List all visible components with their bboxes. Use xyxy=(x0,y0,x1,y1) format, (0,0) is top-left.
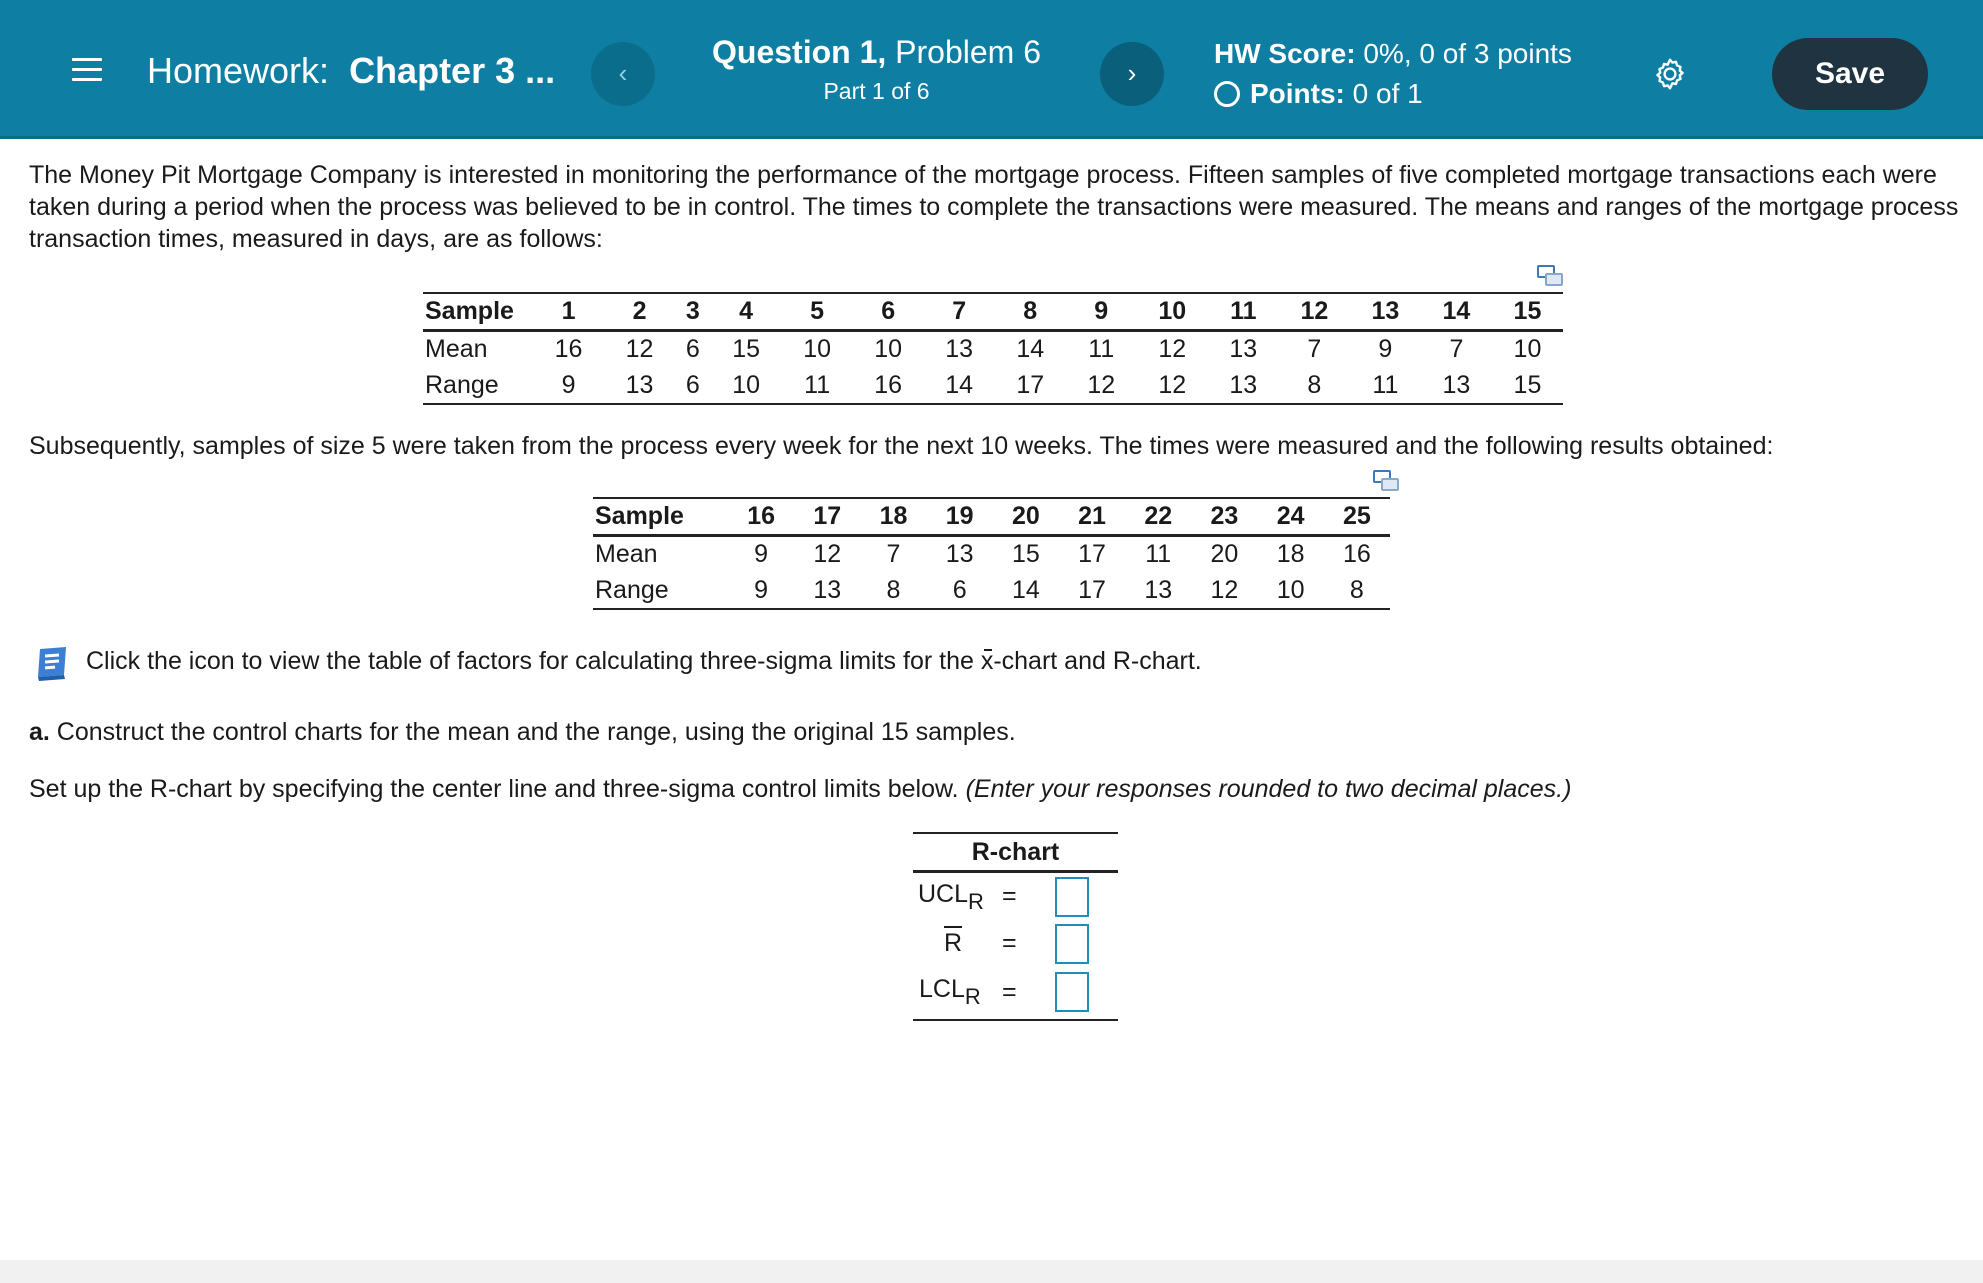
table-cell: 13 xyxy=(1229,334,1258,363)
table-header-cell: 14 xyxy=(1421,293,1492,330)
hw-score-value: 0%, 0 of 3 points xyxy=(1355,38,1572,69)
setup-italic-note: (Enter your responses rounded to two decimal places.) xyxy=(965,775,1572,803)
copy-table-icon[interactable] xyxy=(1537,265,1563,287)
table-header-cell: 8 xyxy=(995,293,1066,330)
table-cell: 13 xyxy=(945,539,974,568)
table-cell: 12 xyxy=(1191,572,1257,609)
original-samples-table xyxy=(423,292,1563,405)
factors-instruction[interactable] xyxy=(86,647,1202,676)
table-cell: 12 xyxy=(1158,334,1187,363)
table-header-cell: 13 xyxy=(1350,293,1421,330)
table-row-range xyxy=(593,572,1390,609)
ucl-r-label xyxy=(918,880,984,915)
lcl-r-label xyxy=(919,975,981,1010)
table-cell: 17 xyxy=(1059,572,1125,609)
menu-icon[interactable] xyxy=(72,58,102,82)
question-part: Part 1 of 6 xyxy=(823,78,930,104)
table-header-cell: 25 xyxy=(1324,498,1390,535)
table-header-cell: 23 xyxy=(1191,498,1257,535)
table-header-label: Sample xyxy=(423,293,533,330)
table-cell: 10 xyxy=(874,334,903,363)
problem-intro: The Money Pit Mortgage Company is interested in monitoring the performance of the mortgage process. Fifteen samples of five completed mortgage transactions each were taken during a period when the process was believed to be in control. The times to complete the transactions were measured. The means and ranges of the mortgage process transaction times, measured in days, are as follows: xyxy=(29,161,1959,253)
table-cell: 9 xyxy=(1378,334,1393,363)
table-cell: 15 xyxy=(732,334,760,363)
table-cell: 8 xyxy=(1279,367,1350,404)
table-cell: 10 xyxy=(1513,334,1542,363)
ucl-r-input[interactable] xyxy=(1055,877,1089,917)
table-row-mean xyxy=(423,330,1563,367)
part-a-instruction xyxy=(29,718,1016,747)
table-cell: 11 xyxy=(1145,539,1172,568)
factors-text-after: -chart and R-chart. xyxy=(993,647,1202,675)
equals-sign: = xyxy=(1002,978,1017,1006)
table-header-cell: 2 xyxy=(604,293,675,330)
question-title xyxy=(640,34,1113,71)
points-circle-icon xyxy=(1214,81,1240,107)
table-cell: 9 xyxy=(728,572,794,609)
table-cell: 7 xyxy=(886,539,901,568)
table-header-row xyxy=(593,498,1390,535)
table-cell: 11 xyxy=(1350,367,1421,404)
copy-table-icon[interactable] xyxy=(1373,470,1399,492)
table-cell: 17 xyxy=(1078,539,1106,568)
table-cell: 14 xyxy=(924,367,995,404)
table-cell: 12 xyxy=(1066,367,1137,404)
table-cell: 7 xyxy=(1449,334,1464,363)
equals-sign: = xyxy=(1002,882,1017,910)
r-bar-input[interactable] xyxy=(1055,924,1089,964)
table-header-cell: 9 xyxy=(1066,293,1137,330)
lcl-r-input[interactable] xyxy=(1055,972,1089,1012)
factors-text-before: Click the icon to view the table of factors for calculating three-sigma limits for the xyxy=(86,647,981,675)
rchart-header-rule xyxy=(913,870,1118,873)
top-bar xyxy=(0,0,1983,139)
table-cell: 6 xyxy=(685,334,700,363)
table-cell: 15 xyxy=(1011,539,1040,568)
table-header-cell: 7 xyxy=(924,293,995,330)
table-cell: 16 xyxy=(554,334,583,363)
next-question-button[interactable]: › xyxy=(1100,42,1164,106)
previous-question-button[interactable]: ‹ xyxy=(591,42,655,106)
points xyxy=(1214,78,1423,110)
table-cell: 14 xyxy=(993,572,1059,609)
homework-title xyxy=(147,50,555,92)
table-header-cell: 12 xyxy=(1279,293,1350,330)
row-label: Range xyxy=(593,572,728,609)
table-header-label: Sample xyxy=(593,498,728,535)
table-header-cell: 10 xyxy=(1137,293,1208,330)
lcl-main: LCL xyxy=(919,975,965,1003)
hw-score xyxy=(1214,38,1572,70)
table-cell: 7 xyxy=(1307,334,1322,363)
homework-label: Homework: xyxy=(147,50,330,91)
table-header-cell: 17 xyxy=(794,498,860,535)
points-label: Points: xyxy=(1250,78,1345,109)
subsequent-samples-table xyxy=(593,497,1390,610)
r-bar-label xyxy=(944,929,962,958)
table-cell: 13 xyxy=(604,367,675,404)
table-cell: 12 xyxy=(1137,367,1208,404)
table-header-cell: 3 xyxy=(675,293,711,330)
table-row-range xyxy=(423,367,1563,404)
row-label: Mean xyxy=(425,334,488,363)
table-cell: 6 xyxy=(927,572,993,609)
table-header-cell: 5 xyxy=(782,293,853,330)
table-cell: 9 xyxy=(533,367,604,404)
ucl-main: UCL xyxy=(918,880,969,908)
table-row-mean xyxy=(593,535,1390,572)
points-value: 0 of 1 xyxy=(1344,78,1423,109)
problem-number: Problem 6 xyxy=(886,34,1041,70)
table-cell: 16 xyxy=(1342,539,1371,568)
table-cell: 12 xyxy=(625,334,654,363)
equals-sign: = xyxy=(1002,929,1017,957)
table-header-cell: 15 xyxy=(1492,293,1563,330)
table-cell: 13 xyxy=(1421,367,1492,404)
settings-gear-icon[interactable] xyxy=(1652,56,1688,92)
rchart-title: R-chart xyxy=(971,838,1060,866)
table-cell: 13 xyxy=(1208,367,1279,404)
setup-instruction xyxy=(29,775,1571,804)
table-header-cell: 6 xyxy=(853,293,924,330)
row-label: Mean xyxy=(595,539,658,568)
table-cell: 18 xyxy=(1276,539,1305,568)
subsequent-text: Subsequently, samples of size 5 were taken from the process every week for the next 10 weeks. The times were measured and the following results obtained: xyxy=(29,432,1774,460)
r-bar-symbol: R xyxy=(944,929,963,957)
table-header-cell: 16 xyxy=(728,498,794,535)
rchart-bottom-rule xyxy=(913,1019,1118,1021)
table-cell: 17 xyxy=(995,367,1066,404)
table-header-cell: 20 xyxy=(993,498,1059,535)
question-number: Question 1, xyxy=(712,34,887,70)
table-header-cell: 21 xyxy=(1059,498,1125,535)
save-button[interactable]: Save xyxy=(1772,38,1928,110)
table-cell: 10 xyxy=(1258,572,1324,609)
table-cell: 13 xyxy=(945,334,974,363)
table-cell: 13 xyxy=(794,572,860,609)
table-header-cell: 18 xyxy=(860,498,926,535)
footer-strip xyxy=(0,1260,1983,1283)
hw-score-label: HW Score: xyxy=(1214,38,1356,69)
table-cell: 11 xyxy=(1088,334,1115,363)
table-header-cell: 11 xyxy=(1208,293,1279,330)
table-cell: 8 xyxy=(860,572,926,609)
table-cell: 13 xyxy=(1125,572,1191,609)
setup-text: Set up the R-chart by specifying the center line and three-sigma control limits below. xyxy=(29,775,966,803)
table-cell: 12 xyxy=(813,539,842,568)
table-header-cell: 19 xyxy=(927,498,993,535)
table-cell: 10 xyxy=(711,367,782,404)
ucl-subscript: R xyxy=(968,889,984,914)
lcl-subscript: R xyxy=(964,984,981,1009)
table-header-row xyxy=(423,293,1563,330)
table-cell: 8 xyxy=(1324,572,1390,609)
table-cell: 14 xyxy=(1016,334,1045,363)
part-a-text: Construct the control charts for the mean and the range, using the original 15 samples. xyxy=(49,718,1016,746)
homework-name: Chapter 3 ... xyxy=(349,50,556,91)
factors-table-book-icon[interactable] xyxy=(32,643,72,683)
table-header-cell: 4 xyxy=(711,293,782,330)
table-header-cell: 22 xyxy=(1125,498,1191,535)
table-cell: 11 xyxy=(782,367,853,404)
table-cell: 16 xyxy=(853,367,924,404)
table-header-cell: 1 xyxy=(533,293,604,330)
table-cell: 20 xyxy=(1210,539,1239,568)
table-cell: 15 xyxy=(1492,367,1563,404)
part-a-label: a. xyxy=(29,718,50,746)
table-header-cell: 24 xyxy=(1258,498,1324,535)
table-cell: 10 xyxy=(803,334,832,363)
x-bar-symbol: x xyxy=(980,647,994,675)
rchart-top-rule xyxy=(913,832,1118,834)
row-label: Range xyxy=(423,367,533,404)
table-cell: 6 xyxy=(675,367,711,404)
table-cell: 9 xyxy=(754,539,769,568)
